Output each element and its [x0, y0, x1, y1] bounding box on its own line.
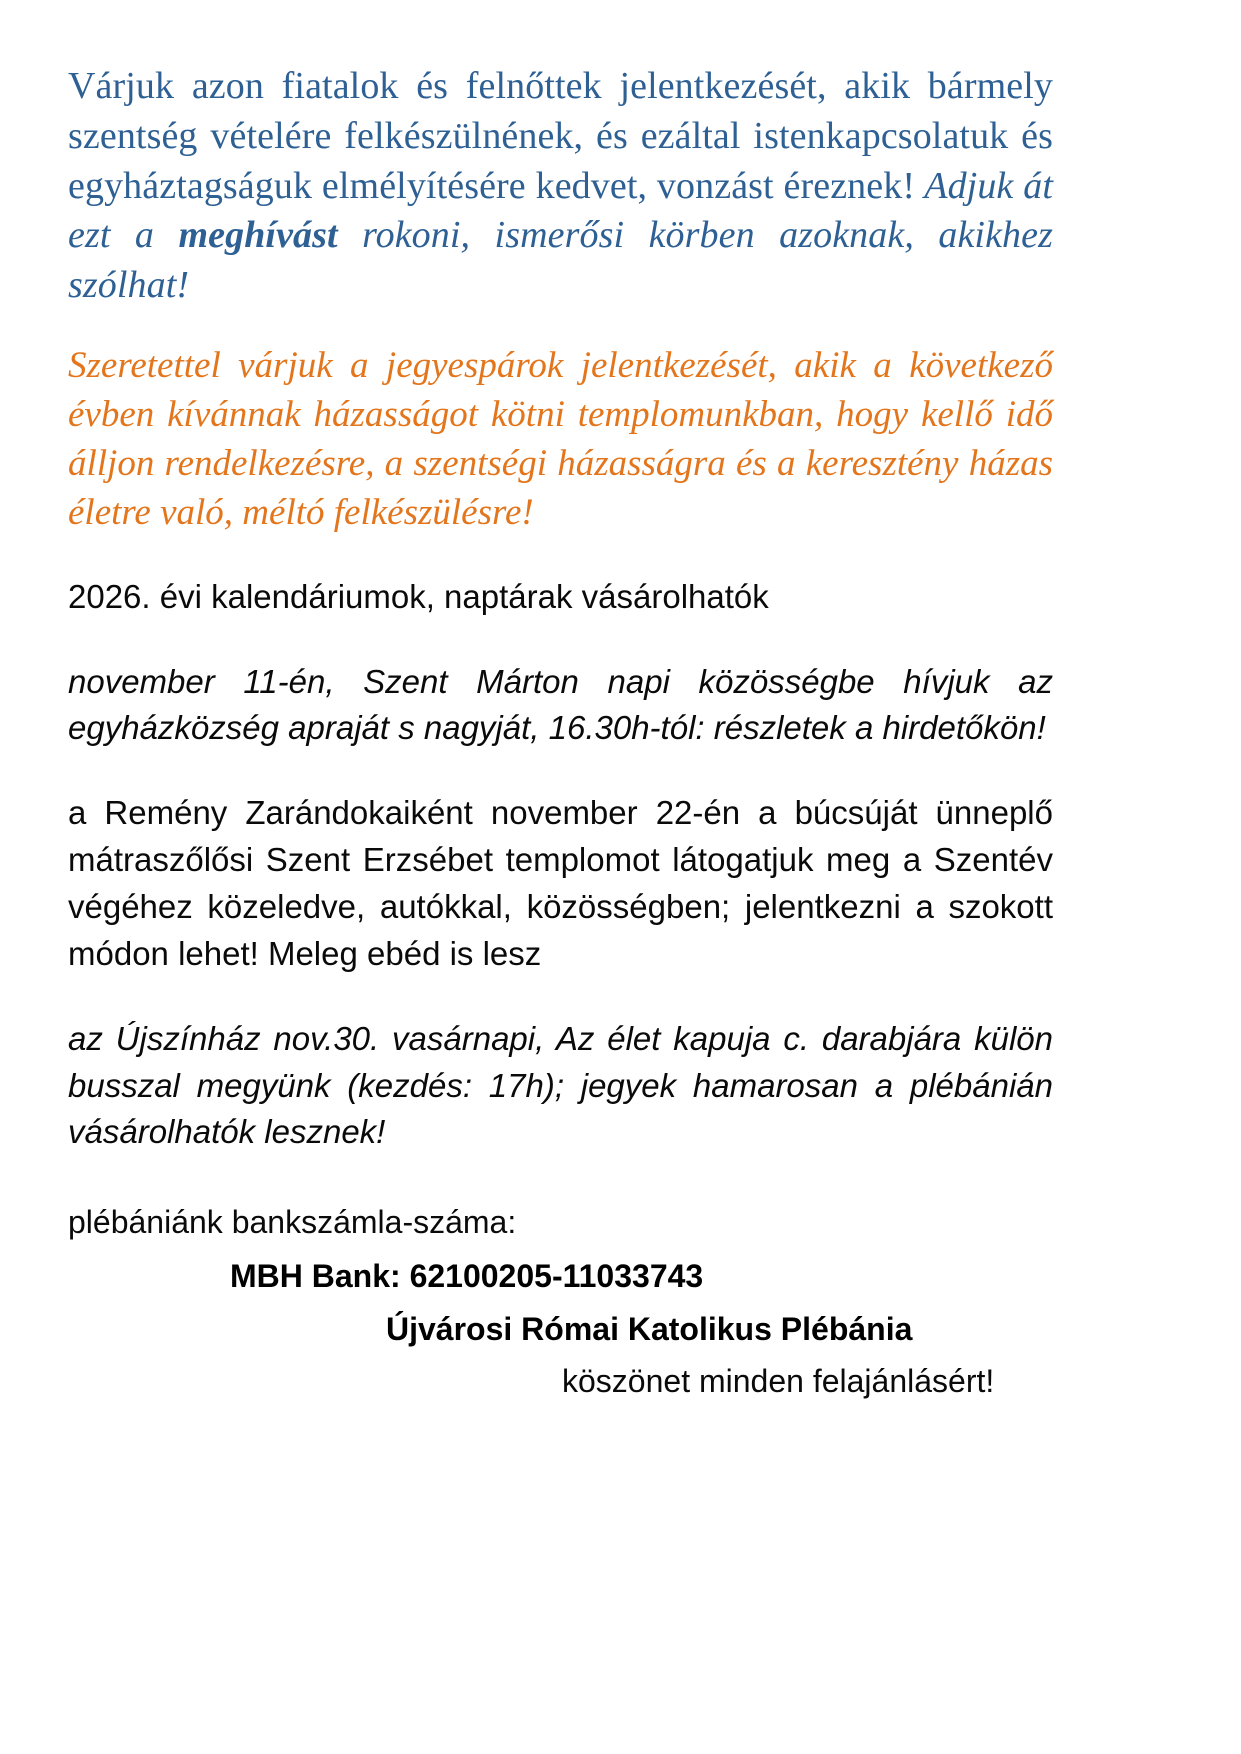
- paragraph-engaged-couples: Szeretettel várjuk a jegyespárok jelentkezését, akik a következő évben kívánnak házasságot kötni templomunkban, hogy kellő idő álljon rendelkezésre, a szentségi házasságra és a keresztény házas életre való, méltó felkészülésre!: [68, 344, 1053, 534]
- bank-account-label: plébániánk bankszámla-száma:: [68, 1204, 517, 1241]
- paragraph-pilgrimage: a Remény Zarándokaiként november 22-én a búcsúját ünneplő mátraszőlősi Szent Erzsébet templomot látogatjuk meg a Szentév végéhez közeledve, autókkal, közösségben; jelentkezni a szokott módon lehet! Meleg ebéd is lesz: [68, 794, 1053, 972]
- paragraph-saint-martin: november 11-én, Szent Márton napi közösségbe hívjuk az egyházközség apraját s nagyját, 16.30h-tól: részletek a hirdetőkön!: [68, 662, 1053, 747]
- paragraph-theatre: az Újszínház nov.30. vasárnapi, Az élet kapuja c. darabjára külön busszal megyünk (kezdés: 17h); jegyek hamarosan a plébánián vásárolhatók lesznek!: [68, 1019, 1053, 1151]
- document-content: [68, 62, 1053, 1403]
- invitation-italic-mid: Adjuk át ezt a: [68, 164, 1053, 257]
- parish-name: Újvárosi Római Katolikus Plébánia: [386, 1310, 913, 1347]
- bank-account-line: MBH Bank: 62100205-11033743: [230, 1258, 704, 1295]
- invitation-italic-tail: rokoni, ismerősi körben azoknak, akikhez szólhat!: [68, 214, 1053, 307]
- invitation-emphasis-meghivast: meghívást: [178, 214, 338, 257]
- paragraph-invitation: [68, 62, 1053, 311]
- thanks-note: köszönet minden felajánlásért!: [562, 1362, 995, 1399]
- paragraph-calendars: 2026. évi kalendáriumok, naptárak vásárolhatók: [68, 577, 769, 615]
- bank-details-block: [68, 1200, 1053, 1403]
- invitation-plain-lead: Várjuk azon fiatalok és felnőttek jelentkezését, akik bármely szentség vételére felkészülnének, és ezáltal istenkapcsolatuk és egyháztagságuk elmélyítésére kedvet, vonzást éreznek!: [68, 65, 1053, 207]
